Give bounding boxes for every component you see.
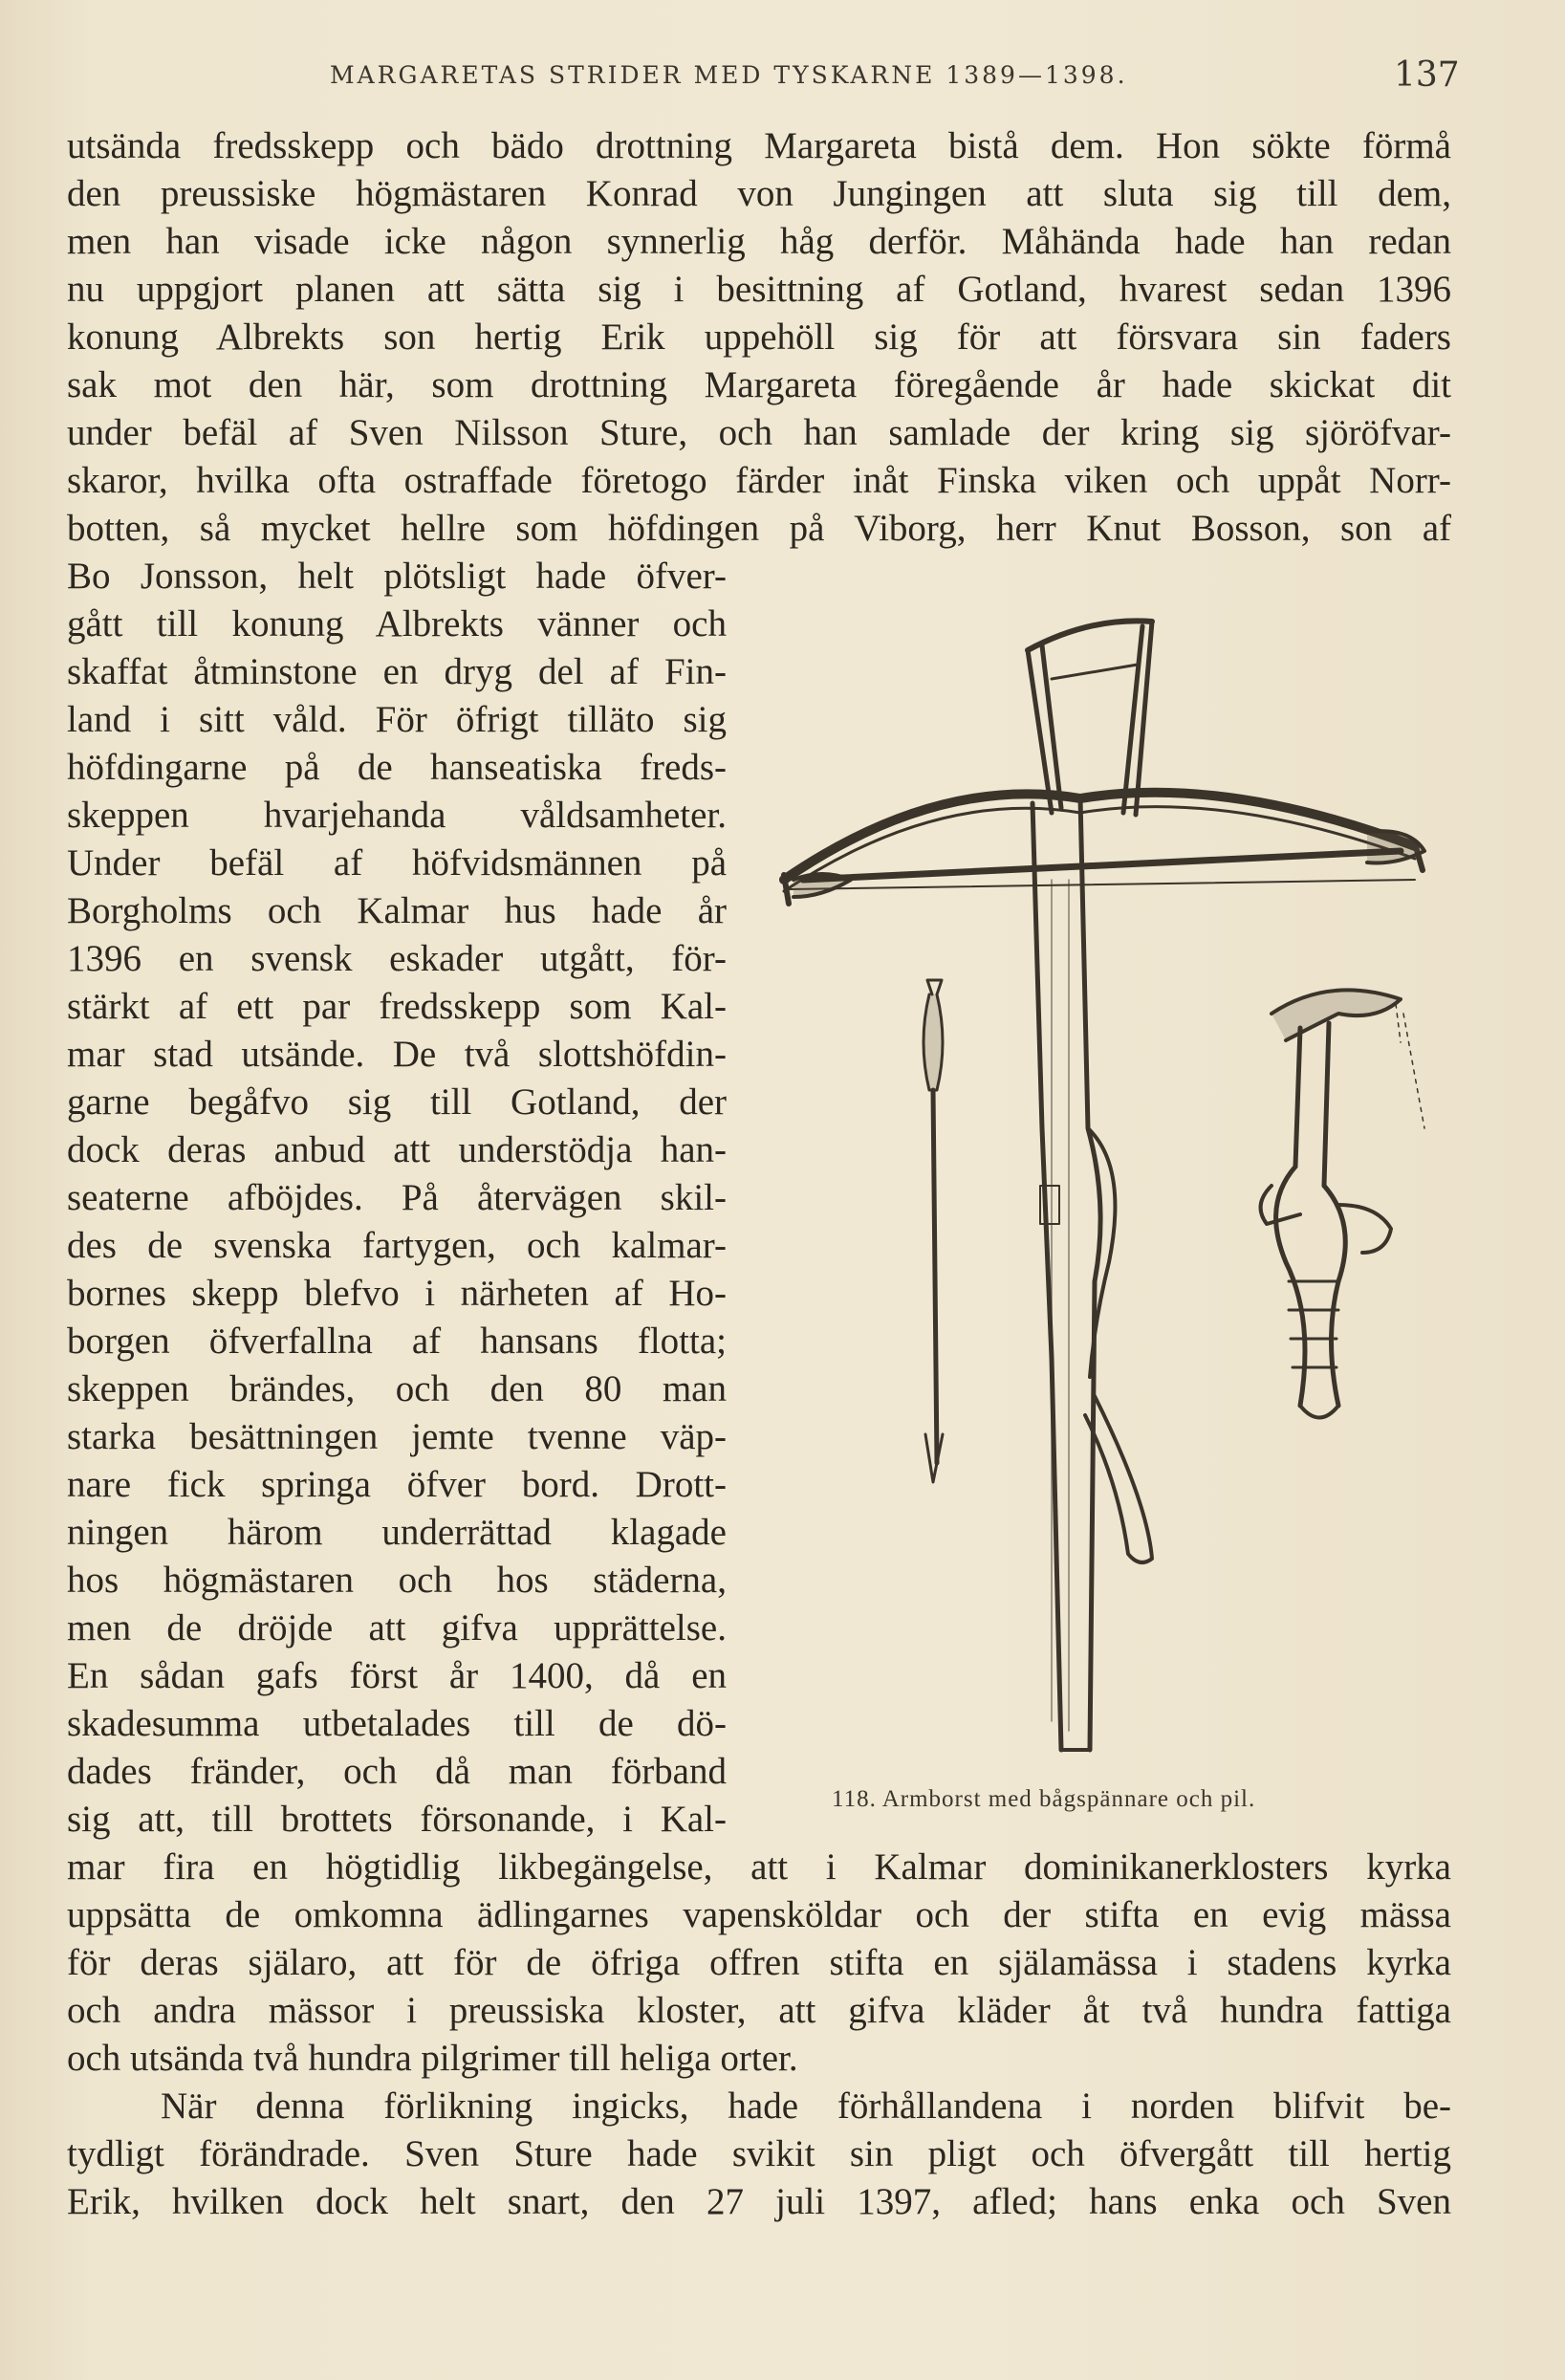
body-line: skaror, hvilka ofta ostraffade företogo färder inåt Finska viken och uppåt Norr-	[67, 460, 1451, 501]
column-line: skaffat åtminstone en dryg del af Fin-	[67, 651, 727, 692]
column-line: bornes skepp blefvo i närheten af Ho-	[67, 1273, 727, 1314]
column-line: men de dröjde att gifva upprättelse.	[67, 1607, 727, 1649]
body-line: Erik, hvilken dock helt snart, den 27 juli 1397, afled; hans enka och Sven	[67, 2181, 1451, 2222]
body-line: konung Albrekts son hertig Erik uppehöll sig för att försvara sin faders	[67, 317, 1451, 358]
column-line: skeppen hvarjehanda våldsamheter.	[67, 795, 727, 836]
column-line: nare fick springa öfver bord. Drott-	[67, 1464, 727, 1505]
column-line: En sådan gafs först år 1400, då en	[67, 1655, 727, 1696]
column-line: borgen öfverfallna af hansans flotta;	[67, 1321, 727, 1362]
body-line: nu uppgjort planen att sätta sig i besittning af Gotland, hvarest sedan 1396	[67, 269, 1451, 310]
column-line: mar stad utsände. De två slottshöfdin-	[67, 1034, 727, 1075]
body-line: sak mot den här, som drottning Margareta föregående år hade skickat dit	[67, 364, 1451, 405]
column-line: skadesumma utbetalades till de dö-	[67, 1703, 727, 1744]
column-line: Under befäl af höfvidsmännen på	[67, 842, 727, 884]
column-line: Bo Jonsson, helt plötsligt hade öfver-	[67, 556, 727, 597]
column-line: sig att, till brottets försonande, i Kal-	[67, 1799, 727, 1840]
crossbow-stock	[1032, 798, 1115, 1750]
figure-caption: 118. Armborst med bågspännare och pil.	[832, 1786, 1256, 1812]
body-line: under befäl af Sven Nilsson Sture, och han samlade der kring sig sjöröfvar-	[67, 412, 1451, 453]
page-number: 137	[1394, 55, 1460, 95]
column-line: seaterne afböjdes. På återvägen skil-	[67, 1177, 727, 1218]
body-line: botten, så mycket hellre som höfdingen på Viborg, herr Knut Bosson, son af	[67, 508, 1451, 549]
column-line: dades fränder, och då man förband	[67, 1751, 727, 1792]
crossbow-illustration	[765, 593, 1453, 1769]
column-line: Borgholms och Kalmar hus hade år	[67, 890, 727, 931]
column-line: garne begåfvo sig till Gotland, der	[67, 1081, 727, 1123]
page-header	[0, 55, 1565, 103]
column-line: 1396 en svensk eskader utgått, för-	[67, 938, 727, 979]
body-line: den preussiske högmästaren Konrad von Jungingen att sluta sig till dem,	[67, 173, 1451, 214]
column-line: skeppen brändes, och den 80 man	[67, 1368, 727, 1409]
body-line: utsända fredsskepp och bädo drottning Margareta bistå dem. Hon sökte förmå	[67, 125, 1451, 166]
body-line: men han visade icke någon synnerlig håg derför. Måhända hade han redan	[67, 221, 1451, 262]
body-line: och andra mässor i preussiska kloster, att gifva kläder åt två hundra fattiga	[67, 1990, 1451, 2031]
column-line: ningen härom underrättad klagade	[67, 1512, 727, 1553]
body-line: mar fira en högtidlig likbegängelse, att i Kalmar dominikanerklosters kyrka	[67, 1846, 1451, 1888]
windlass-spanner	[1261, 990, 1424, 1417]
column-line: stärkt af ett par fredsskepp som Kal-	[67, 986, 727, 1027]
crossbow-string	[803, 851, 1401, 880]
column-line: starka besättningen jemte tvenne väp-	[67, 1416, 727, 1457]
crossbow-stirrup	[1028, 621, 1152, 815]
crossbow-bolt	[924, 980, 943, 1482]
body-line: tydligt förändrade. Sven Sture hade svikit sin pligt och öfvergått till hertig	[67, 2133, 1451, 2174]
running-head: MARGARETAS STRIDER MED TYSKARNE 1389—1398.	[330, 61, 1128, 89]
column-line: höfdingarne på de hanseatiska freds-	[67, 747, 727, 788]
body-line: uppsätta de omkomna ädlingarnes vapensköldar och der stifta en evig mässa	[67, 1894, 1451, 1935]
paragraph-end-line: och utsända två hundra pilgrimer till heliga orter.	[67, 2038, 798, 2079]
paragraph-start-line: När denna förlikning ingicks, hade förhållandena i norden blifvit be-	[161, 2085, 1451, 2127]
column-line: hos högmästaren och hos städerna,	[67, 1560, 727, 1601]
column-line: gått till konung Albrekts vänner och	[67, 603, 727, 644]
crossbow-bow	[784, 793, 1424, 904]
body-line: för deras själaro, att för de öfriga offren stifta en själamässa i stadens kyrka	[67, 1942, 1451, 1983]
column-line: des de svenska fartygen, och kalmar-	[67, 1225, 727, 1266]
column-line: land i sitt våld. För öfrigt tilläto sig	[67, 699, 727, 740]
column-line: dock deras anbud att understödja han-	[67, 1129, 727, 1170]
